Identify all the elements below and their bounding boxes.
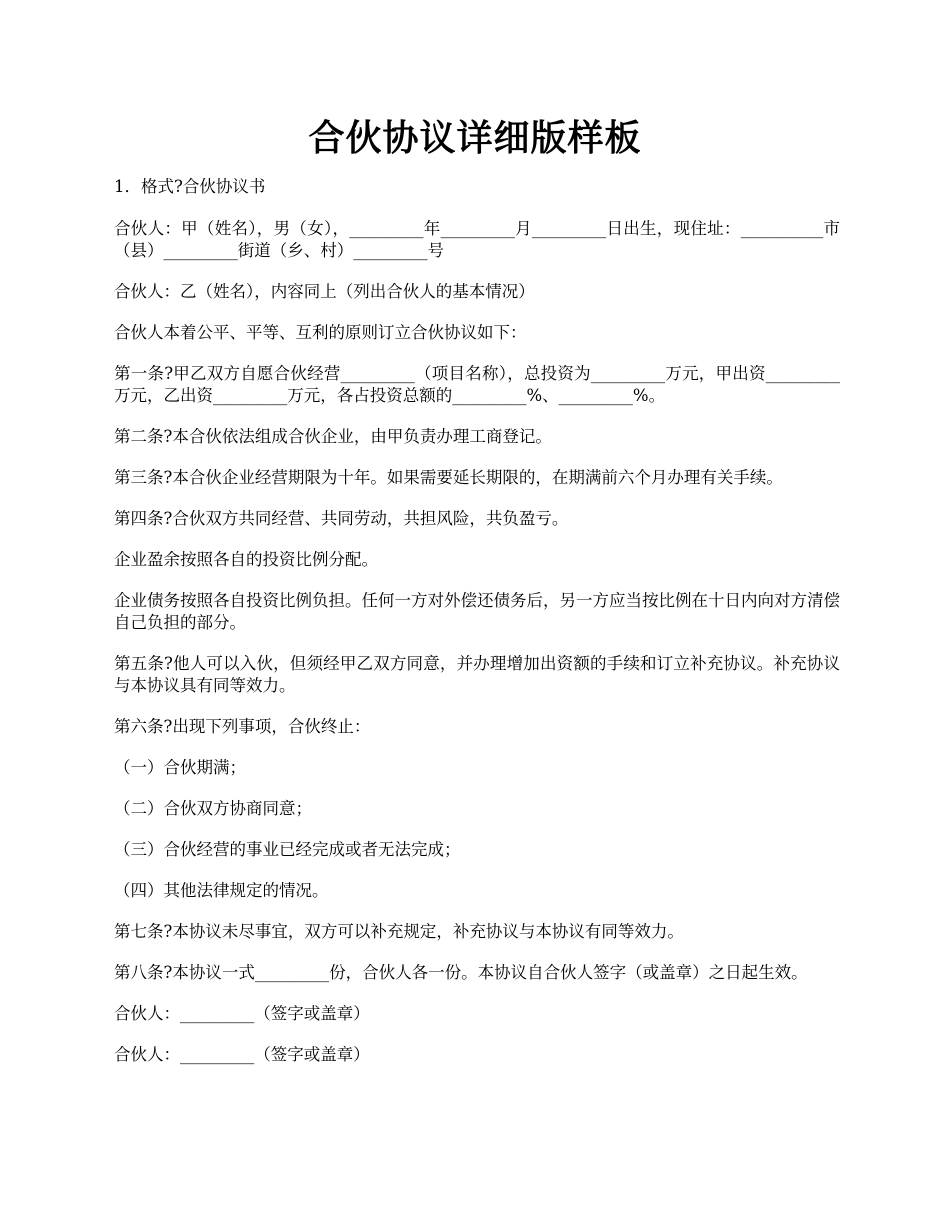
article-6: 第六条?出现下列事项，合伙终止： xyxy=(114,717,371,736)
article-5: 第五条?他人可以入伙，但须经甲乙双方同意，并办理增加出资额的手续和订立补充协议。补充协议与本协议具有同等效力。 xyxy=(114,654,840,695)
profit-distribution: 企业盈余按照各自的投资比例分配。 xyxy=(114,550,378,569)
section-heading: 1．格式?合伙协议书 xyxy=(114,177,266,196)
debt-allocation: 企业债务按照各自投资比例负担。任何一方对外偿还债务后，另一方应当按比例在十日内向对方清偿自己负担的部分。 xyxy=(114,591,840,632)
agreement-preamble: 合伙人本着公平、平等、互利的原则订立合伙协议如下： xyxy=(114,323,527,342)
termination-item-2: （二）合伙双方协商同意； xyxy=(114,799,312,818)
article-7: 第七条?本协议未尽事宜，双方可以补充规定，补充协议与本协议有同等效力。 xyxy=(114,922,684,941)
article-3: 第三条?本合伙企业经营期限为十年。如果需要延长期限的，在期满前六个月办理有关手续。 xyxy=(114,468,783,487)
document-title: 合伙协议详细版样板 xyxy=(308,117,642,159)
signature-line-2: 合伙人：_________（签字或盖章） xyxy=(114,1045,370,1064)
article-2: 第二条?本合伙依法组成合伙企业，由甲负责办理工商登记。 xyxy=(114,427,552,446)
article-8: 第八条?本协议一式_________份，合伙人各一份。本协议自合伙人签字（或盖章）之日起生效。 xyxy=(114,963,808,982)
termination-item-1: （一）合伙期满； xyxy=(114,758,246,777)
partner-b-info: 合伙人：乙（姓名），内容同上（列出合伙人的基本情况） xyxy=(114,282,535,301)
termination-item-4: （四）其他法律规定的情况。 xyxy=(114,881,329,900)
article-1: 第一条?甲乙双方自愿合伙经营_________（项目名称），总投资为_________万元，甲出资_________万元，乙出资_________万元，各占投资总额的_________%、_________%。 xyxy=(114,364,840,405)
partner-a-info: 合伙人：甲（姓名），男（女），_________年_________月_________日出生，现住址：__________市（县）_________街道（乡、村）_________号 xyxy=(114,219,840,260)
signature-line-1: 合伙人：_________（签字或盖章） xyxy=(114,1004,370,1023)
document-body xyxy=(114,176,840,1085)
article-4: 第四条?合伙双方共同经营、共同劳动，共担风险，共负盈亏。 xyxy=(114,509,569,528)
termination-item-3: （三）合伙经营的事业已经完成或者无法完成； xyxy=(114,840,461,859)
